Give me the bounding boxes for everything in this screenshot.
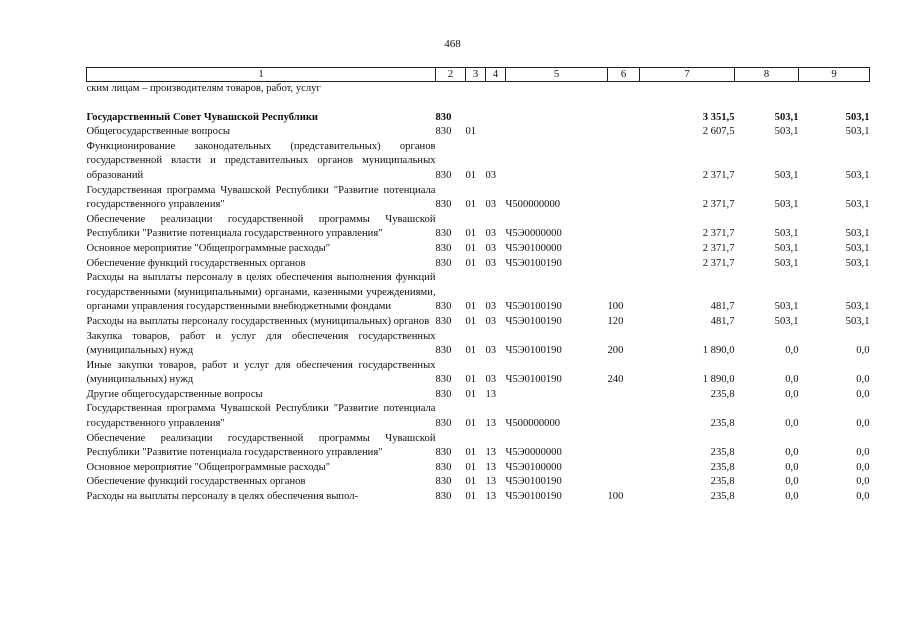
target-article-code [506,140,608,184]
amount-col-8: 0,0 [785,461,799,473]
page-number: 468 [444,38,461,50]
amount-col-7: 2 607,5 [702,126,735,138]
row-name: Обеспечение реализации государственной программы Чувашской Республики "Развитие потенциала государственного управления" [86,432,436,459]
expense-type-code [608,184,640,213]
column-header: 6 [608,68,640,82]
section-code: 01 [465,374,477,386]
section-code: 01 [465,345,477,357]
amount-col-7: 1 890,0 [702,345,735,357]
expense-type-code [608,402,640,431]
section-code: 01 [465,301,477,313]
amount-col-7: 2 371,7 [702,242,735,254]
target-article-code: Ч5Э0100000 [505,461,562,473]
admin-code: 830 [435,476,452,488]
subsection-code: 13 [485,418,497,430]
amount-col-9: 0,0 [856,374,870,386]
section-code: 01 [465,199,477,211]
expense-type-code [608,125,640,140]
row-name: Расходы на выплаты персоналу государственных (муниципальных) органов [86,315,430,327]
subsection-code: 03 [485,169,497,181]
target-article-code [506,388,608,403]
row-name: Закупка товаров, работ и услуг для обеспечения государственных (муниципальных) нужд [86,330,436,357]
section-code: 01 [465,257,477,269]
admin-code: 830 [435,374,452,386]
subsection-code [486,125,506,140]
expense-type-code [608,257,640,272]
amount-col-9: 503,1 [845,315,870,327]
row-name: Другие общегосударственные вопросы [86,388,263,400]
column-header: 4 [486,68,506,82]
row-name: Обеспечение функций государственных органов [86,257,306,269]
table-row [87,125,870,140]
target-article-code: Ч5Э0100190 [505,315,562,327]
amount-col-9: 0,0 [856,476,870,488]
amount-col-8: 503,1 [774,199,799,211]
expense-type-code: 100 [607,491,624,503]
expense-type-code: 240 [607,374,624,386]
row-name: Обеспечение функций государственных органов [86,476,306,488]
target-article-code: Ч5Э0000000 [505,447,562,459]
expense-type-code [608,432,640,461]
admin-code: 830 [435,111,452,123]
subsection-code: 03 [485,315,497,327]
budget-table [86,67,870,505]
amount-col-8: 0,0 [785,388,799,400]
target-article-code: Ч5Э0100190 [505,476,562,488]
subsection-code: 03 [485,301,497,313]
spacer-row [87,97,870,111]
amount-col-7: 481,7 [710,301,735,313]
amount-col-8: 503,1 [774,301,799,313]
table-row [87,432,870,461]
row-name: Расходы на выплаты персоналу в целях обеспечения выпол- [86,491,359,503]
expense-type-code [608,213,640,242]
amount-col-9: 0,0 [856,418,870,430]
amount-col-9: 503,1 [845,169,870,181]
expense-type-code: 200 [607,345,624,357]
target-article-code: Ч5Э0000000 [505,228,562,240]
amount-col-7: 481,7 [710,315,735,327]
amount-col-8: 503,1 [774,169,799,181]
table-row [87,402,870,431]
table-row [87,140,870,184]
amount-col-7: 2 371,7 [702,199,735,211]
column-header: 5 [506,68,608,82]
amount-col-7: 235,8 [710,491,735,503]
table-row [87,461,870,476]
table-row [87,330,870,359]
column-header: 7 [640,68,735,82]
amount-col-8: 503,1 [774,257,799,269]
section-code [466,111,486,126]
subsection-code: 13 [485,388,497,400]
column-header: 2 [436,68,466,82]
section-code: 01 [465,447,477,459]
section-code: 01 [465,491,477,503]
table-row [87,388,870,403]
amount-col-9: 0,0 [856,447,870,459]
amount-col-9: 503,1 [845,199,870,211]
amount-col-9: 503,1 [845,126,870,138]
amount-col-7: 1 890,0 [702,374,735,386]
column-header: 1 [87,68,436,82]
amount-col-7: 2 371,7 [702,228,735,240]
continuation-text: ским лицам – производителям товаров, работ, услуг [86,83,321,94]
subsection-code: 03 [485,257,497,269]
amount-col-9: 0,0 [856,491,870,503]
table-row [87,184,870,213]
column-header: 3 [466,68,486,82]
admin-code: 830 [435,491,452,503]
amount-col-8: 503,1 [774,126,799,138]
column-header: 8 [735,68,799,82]
table-row [87,213,870,242]
admin-code: 830 [435,228,452,240]
amount-col-7: 235,8 [710,388,735,400]
admin-code: 830 [435,242,452,254]
amount-col-9: 503,1 [845,111,870,123]
amount-col-9: 0,0 [856,345,870,357]
amount-col-8: 0,0 [785,447,799,459]
admin-code: 830 [435,315,452,327]
column-header: 9 [799,68,870,82]
table-row [87,242,870,257]
amount-col-9: 503,1 [845,257,870,269]
admin-code: 830 [435,126,452,138]
subsection-code: 13 [485,447,497,459]
section-code: 01 [465,126,477,138]
section-code: 01 [465,476,477,488]
table-row [87,271,870,315]
amount-col-8: 0,0 [785,345,799,357]
row-name: Основное мероприятие "Общепрограммные расходы" [86,242,331,254]
expense-type-code [608,111,640,126]
section-code: 01 [465,388,477,400]
table-row [87,359,870,388]
target-article-code: Ч500000000 [505,418,561,430]
admin-code: 830 [435,418,452,430]
row-name: Государственная программа Чувашской Республики "Развитие потенциала государственного управления" [86,403,436,430]
section-code: 01 [465,461,477,473]
row-name: Расходы на выплаты персоналу в целях обеспечения выполнения функций государственными (муниципальными) органами, казенными учреждениями, органами управления государственными внебюджетными фондами [86,272,436,313]
amount-col-8: 0,0 [785,476,799,488]
amount-col-7: 235,8 [710,476,735,488]
expense-type-code: 120 [607,315,624,327]
section-code: 01 [465,242,477,254]
expense-type-code [608,475,640,490]
expense-type-code [608,461,640,476]
amount-col-7: 235,8 [710,461,735,473]
row-name: Государственный Совет Чувашской Республики [86,111,319,123]
target-article-code: Ч5Э0100190 [505,301,562,313]
amount-col-7: 2 371,7 [702,257,735,269]
amount-col-7: 2 371,7 [702,169,735,181]
subsection-code: 03 [485,199,497,211]
amount-col-9: 0,0 [856,461,870,473]
continuation-row [87,82,870,97]
amount-col-7: 235,8 [710,447,735,459]
target-article-code: Ч5Э0100190 [505,491,562,503]
subsection-code: 03 [485,228,497,240]
admin-code: 830 [435,257,452,269]
expense-type-code [608,242,640,257]
row-name: Функционирование законодательных (представительных) органов государственной власти и представительных органов муниципальных образований [86,140,436,181]
admin-code: 830 [435,199,452,211]
amount-col-9: 503,1 [845,242,870,254]
table-row [87,257,870,272]
section-code: 01 [465,228,477,240]
admin-code: 830 [435,345,452,357]
amount-col-8: 503,1 [774,242,799,254]
table-row [87,475,870,490]
amount-col-8: 503,1 [774,315,799,327]
target-article-code [506,111,608,126]
amount-col-8: 503,1 [774,228,799,240]
admin-code: 830 [435,388,452,400]
amount-col-8: 0,0 [785,418,799,430]
target-article-code: Ч500000000 [505,199,561,211]
table-row [87,315,870,330]
amount-col-7: 3 351,5 [702,111,735,123]
table-row [87,111,870,126]
amount-col-8: 503,1 [774,111,799,123]
amount-col-9: 0,0 [856,388,870,400]
target-article-code [506,125,608,140]
admin-code: 830 [435,447,452,459]
target-article-code: Ч5Э0100190 [505,345,562,357]
target-article-code: Ч5Э0100190 [505,374,562,386]
subsection-code: 13 [485,461,497,473]
row-name: Государственная программа Чувашской Республики "Развитие потенциала государственного управления" [86,184,436,211]
admin-code: 830 [435,461,452,473]
column-number-header [87,68,870,82]
amount-col-8: 0,0 [785,374,799,386]
amount-col-9: 503,1 [845,301,870,313]
table-row [87,490,870,505]
row-name: Обеспечение реализации государственной программы Чувашской Республики "Развитие потенциала государственного управления" [86,213,436,240]
section-code: 01 [465,169,477,181]
subsection-code: 03 [485,242,497,254]
target-article-code: Ч5Э0100190 [505,257,562,269]
subsection-code: 03 [485,374,497,386]
expense-type-code: 100 [607,301,624,313]
amount-col-9: 503,1 [845,228,870,240]
target-article-code: Ч5Э0100000 [505,242,562,254]
subsection-code: 03 [485,345,497,357]
amount-col-7: 235,8 [710,418,735,430]
section-code: 01 [465,418,477,430]
row-name: Общегосударственные вопросы [86,126,230,138]
row-name: Иные закупки товаров, работ и услуг для обеспечения государственных (муниципальных) нужд [86,359,436,386]
expense-type-code [608,140,640,184]
admin-code: 830 [435,169,452,181]
subsection-code [486,111,506,126]
amount-col-8: 0,0 [785,491,799,503]
admin-code: 830 [435,301,452,313]
subsection-code: 13 [485,491,497,503]
expense-type-code [608,388,640,403]
subsection-code: 13 [485,476,497,488]
section-code: 01 [465,315,477,327]
row-name: Основное мероприятие "Общепрограммные расходы" [86,461,331,473]
